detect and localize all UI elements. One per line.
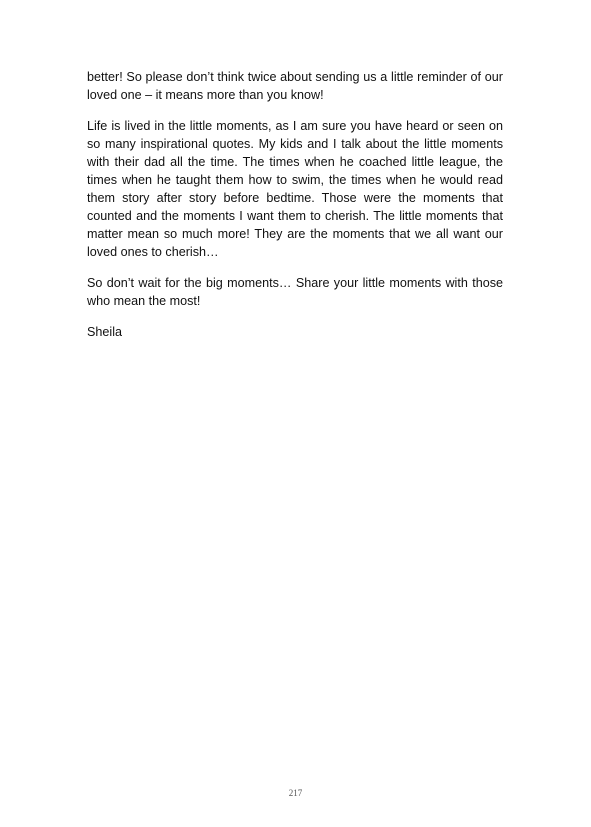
signature: Sheila [87,325,123,339]
paragraph-share-moments: So don’t wait for the big moments… Share your little moments with those who mean the most! [87,276,503,308]
paragraph-reminder: better! So please don’t think twice about sending us a little reminder of our loved one – it means more than you know! [87,70,503,102]
paragraph-little-moments: Life is lived in the little moments, as I am sure you have heard or seen on so many inspirational quotes. My kids and I talk about the little moments with their dad all the time. The times when he coached little league, the times when he taught them how to swim, the times when he would read them story after story before bedtime. Those were the moments that counted and the moments I want them to cherish. The little moments that matter mean so much more! They are the moments that we all want our loved ones to cherish… [87,119,503,259]
page-number: 217 [288,788,303,798]
body-text [87,68,503,341]
